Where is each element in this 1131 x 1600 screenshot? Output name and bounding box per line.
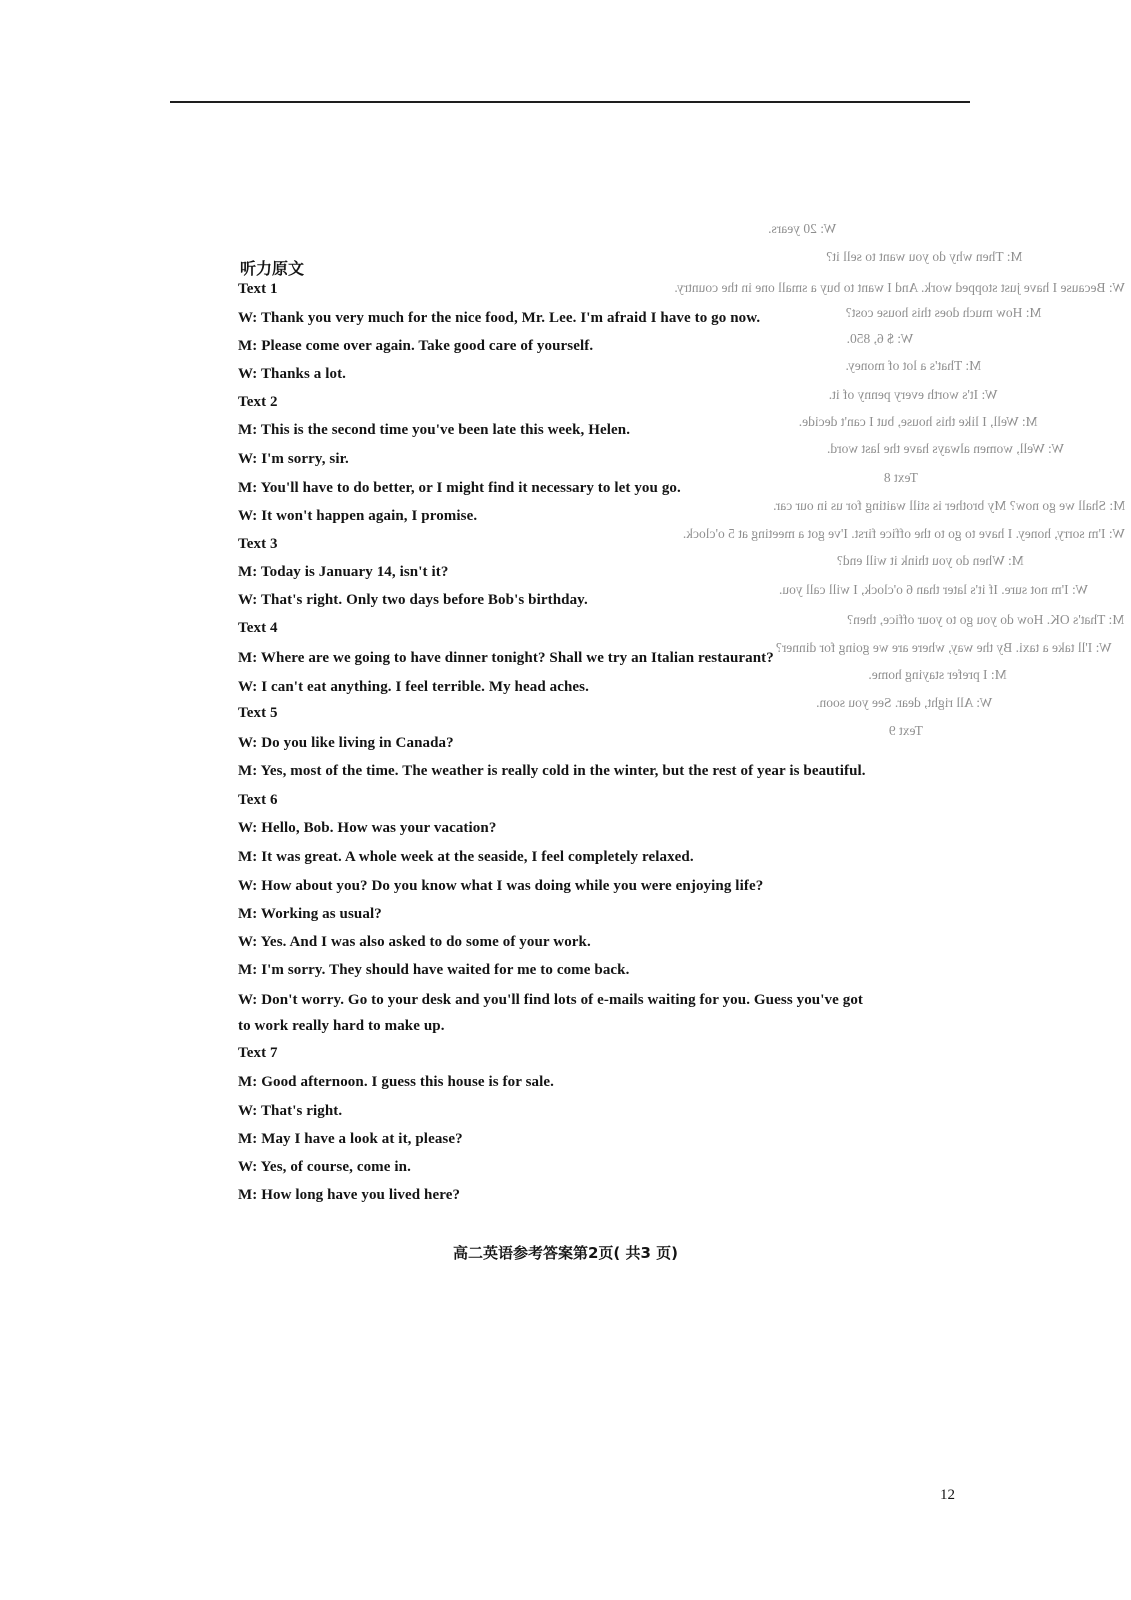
bleed-line: M: Then why do you want to sell it? bbox=[826, 249, 1023, 264]
transcript-line: W: Do you like living in Canada? bbox=[238, 735, 454, 751]
transcript-line: M: How long have you lived here? bbox=[238, 1187, 461, 1203]
page-footer: 高二英语参考答案第2页( 共3 页) bbox=[452, 1244, 679, 1262]
bleed-line: W: It's worth every penny of it. bbox=[828, 387, 998, 402]
transcript-line: to work really hard to make up. bbox=[238, 1018, 445, 1034]
bleed-line: Text 8 bbox=[883, 470, 918, 485]
transcript-line: Text 1 bbox=[238, 281, 278, 297]
bleed-line: M: That's a lot of money. bbox=[845, 358, 982, 373]
transcript-line: Text 2 bbox=[238, 394, 278, 410]
transcript-line: M: Today is January 14, isn't it? bbox=[238, 564, 449, 580]
transcript-line: W: Thank you very much for the nice food, Mr. Lee. I'm afraid I have to go now. bbox=[238, 310, 761, 326]
bleed-line: W: $ 6, 850. bbox=[846, 331, 914, 346]
transcript-line: M: May I have a look at it, please? bbox=[238, 1131, 463, 1147]
bleed-line: W: 20 years. bbox=[768, 221, 837, 236]
bleed-line: M: How much does this house cost? bbox=[845, 305, 1042, 320]
bleed-line: W: I'm not sure. If it's later than 6 o'clock, I will call you. bbox=[778, 582, 1088, 597]
bleed-line: M: When do you think it will end? bbox=[836, 553, 1024, 568]
bleed-line: M: That's OK. How do you go to your office, then? bbox=[847, 612, 1125, 627]
transcript-line: W: Yes, of course, come in. bbox=[238, 1159, 411, 1175]
page-number: 12 bbox=[940, 1487, 955, 1503]
transcript-line: M: Good afternoon. I guess this house is for sale. bbox=[238, 1074, 554, 1090]
listening-transcript-heading: 听力原文 bbox=[240, 259, 305, 278]
bleed-line: M: Well, I like this house, but I can't decide. bbox=[798, 414, 1038, 429]
transcript-line: M: You'll have to do better, or I might find it necessary to let you go. bbox=[238, 480, 681, 496]
transcript-line: Text 3 bbox=[238, 536, 278, 552]
transcript-line: W: Yes. And I was also asked to do some of your work. bbox=[238, 934, 591, 950]
bleed-line: W: All right, dear. See you soon. bbox=[816, 695, 993, 710]
transcript-line: M: Working as usual? bbox=[238, 906, 382, 922]
top-rule bbox=[170, 101, 970, 103]
transcript-line: W: I'm sorry, sir. bbox=[238, 451, 349, 467]
transcript-line: Text 7 bbox=[238, 1045, 278, 1061]
bleed-line: M: Shall we go now? My brother is still waiting for us in our car. bbox=[772, 498, 1125, 513]
transcript-line: W: That's right. bbox=[238, 1103, 343, 1119]
transcript-line: Text 4 bbox=[238, 620, 278, 636]
transcript-line: M: Where are we going to have dinner tonight? Shall we try an Italian restaurant? bbox=[238, 650, 774, 666]
transcript-line: W: That's right. Only two days before Bob's birthday. bbox=[238, 592, 588, 608]
bleed-line: W: I'm sorry, honey. I have to go to the office first. I've got a meeting at 5 o'clock. bbox=[683, 526, 1125, 541]
transcript-line: M: Yes, most of the time. The weather is really cold in the winter, but the rest of year is beautiful. bbox=[238, 763, 866, 779]
transcript-line: W: Don't worry. Go to your desk and you'll find lots of e-mails waiting for you. Guess you've got bbox=[238, 992, 864, 1008]
transcript-line: M: This is the second time you've been late this week, Helen. bbox=[238, 422, 631, 438]
transcript-line: Text 6 bbox=[238, 792, 278, 808]
transcript-line: M: It was great. A whole week at the seaside, I feel completely relaxed. bbox=[238, 849, 694, 865]
transcript-line: W: Thanks a lot. bbox=[238, 366, 347, 382]
transcript-line: W: How about you? Do you know what I was doing while you were enjoying life? bbox=[238, 878, 764, 894]
bleed-line: W: Because I have just stopped work. And I want to buy a small one in the country. bbox=[674, 280, 1125, 295]
bleed-line: M: I prefer staying home. bbox=[868, 667, 1007, 682]
bleed-line: W: Well, women always have the last word. bbox=[826, 441, 1064, 456]
transcript-line: M: I'm sorry. They should have waited for me to come back. bbox=[238, 962, 630, 978]
transcript-line: W: Hello, Bob. How was your vacation? bbox=[238, 820, 497, 836]
transcript-line: W: It won't happen again, I promise. bbox=[238, 508, 478, 524]
transcript-line: Text 5 bbox=[238, 705, 278, 721]
transcript-line: W: I can't eat anything. I feel terrible. My head aches. bbox=[238, 679, 589, 695]
transcript-line: M: Please come over again. Take good care of yourself. bbox=[238, 338, 594, 354]
bleed-line: Text 9 bbox=[888, 723, 923, 738]
bleed-line: W: I'll take a taxi. By the way, where are we going for dinner? bbox=[775, 640, 1112, 655]
